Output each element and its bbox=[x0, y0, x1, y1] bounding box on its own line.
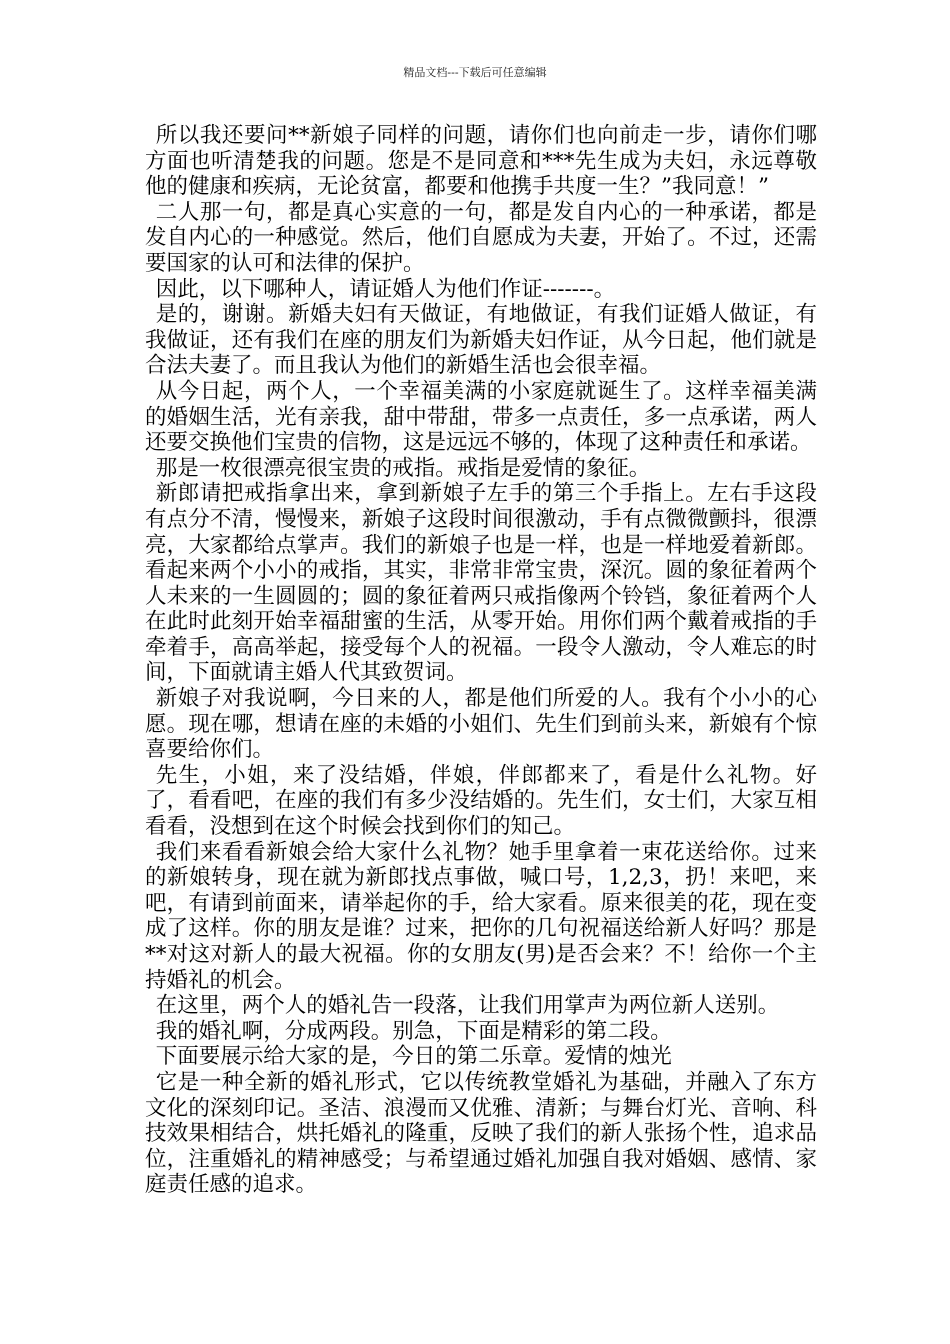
paragraph-9: 先生，小姐，来了没结婚，伴娘，伴郎都来了，看是什么礼物。好了，看看吧，在座的我们有多少没结婚的。先生们，女士们，大家互相看看，没想到在这个时候会找到你们的知己。 bbox=[145, 762, 817, 840]
paragraph-14: 它是一种全新的婚礼形式，它以传统教堂婚礼为基础，并融入了东方文化的深刻印记。圣洁、浪漫而又优雅、清新；与舞台灯光、音响、科技效果相结合，烘托婚礼的隆重，反映了我们的新人张扬个性，追求品位，注重婚礼的精神感受；与希望通过婚礼加强自我对婚姻、感情、家庭责任感的追求。 bbox=[145, 1069, 817, 1198]
paragraph-5: 从今日起，两个人，一个幸福美满的小家庭就诞生了。这样幸福美满的婚姻生活，光有亲我，甜中带甜，带多一点责任，多一点承诺，两人还要交换他们宝贵的信物，这是远远不够的，体现了这种责任和承诺。 bbox=[145, 378, 817, 456]
paragraph-10: 我们来看看新娘会给大家什么礼物？她手里拿着一束花送给你。过来的新娘转身，现在就为新郎找点事做，喊口号，1,2,3，扔！来吧，来吧，有请到前面来，请举起你的手，给大家看。原来很美的花，现在变成了这样。你的朋友是谁？过来，把你的几句祝福送给新人好吗？那是**对这对新人的最大祝福。你的女朋友(男)是否会来？不！给你一个主持婚礼的机会。 bbox=[145, 839, 817, 993]
paragraph-6: 那是一枚很漂亮很宝贵的戒指。戒指是爱情的象征。 bbox=[155, 455, 651, 481]
page-header: 精品文档---下载后可任意编辑 bbox=[403, 66, 547, 79]
paragraph-12: 我的婚礼啊，分成两段。别急，下面是精彩的第二段。 bbox=[155, 1018, 672, 1044]
document-body bbox=[145, 123, 817, 1198]
paragraph-4: 是的，谢谢。新婚夫妇有天做证，有地做证，有我们证婚人做证，有我做证，还有我们在座的朋友们为新婚夫妇作证，从今日起，他们就是合法夫妻了。而且我认为他们的新婚生活也会很幸福。 bbox=[145, 302, 817, 379]
paragraph-2: 二人那一句，都是真心实意的一句，都是发自内心的一种承诺，都是发自内心的一种感觉。然后，他们自愿成为夫妻，开始了。不过，还需要国家的认可和法律的保护。 bbox=[145, 199, 817, 276]
paragraph-7: 新郎请把戒指拿出来，拿到新娘子左手的第三个手指上。左右手这段有点分不清，慢慢来，新娘子这段时间很激动，手有点微微颤抖，很漂亮，大家都给点掌声。我们的新娘子也是一样，也是一样地爱着新郎。看起来两个小小的戒指，其实，非常非常宝贵，深沉。圆的象征着两个人未来的一生圆圆的；圆的象征着两只戒指像两个铃铛，象征着两个人在此时此刻开始幸福甜蜜的生活，从零开始。用你们两个戴着戒指的手牵着手，高高举起，接受每个人的祝福。一段令人激动，令人难忘的时间，下面就请主婚人代其致贺词。 bbox=[145, 481, 817, 686]
paragraph-1: 所以我还要问**新娘子同样的问题，请你们也向前走一步，请你们哪方面也听清楚我的问题。您是不是同意和***先生成为夫妇，永远尊敬他的健康和疾病，无论贫富，都要和他携手共度一生？”我同意！” bbox=[145, 123, 817, 200]
paragraph-13: 下面要展示给大家的是，今日的第二乐章。爱情的烛光 bbox=[155, 1044, 672, 1070]
paragraph-3: 因此，以下哪种人，请证婚人为他们作证-------。 bbox=[155, 276, 616, 302]
paragraph-11: 在这里，两个人的婚礼告一段落，让我们用掌声为两位新人送别。 bbox=[155, 993, 780, 1019]
paragraph-8: 新娘子对我说啊，今日来的人，都是他们所爱的人。我有个小小的心愿。现在哪，想请在座的未婚的小姐们、先生们到前头来，新娘有个惊喜要给你们。 bbox=[145, 686, 817, 763]
